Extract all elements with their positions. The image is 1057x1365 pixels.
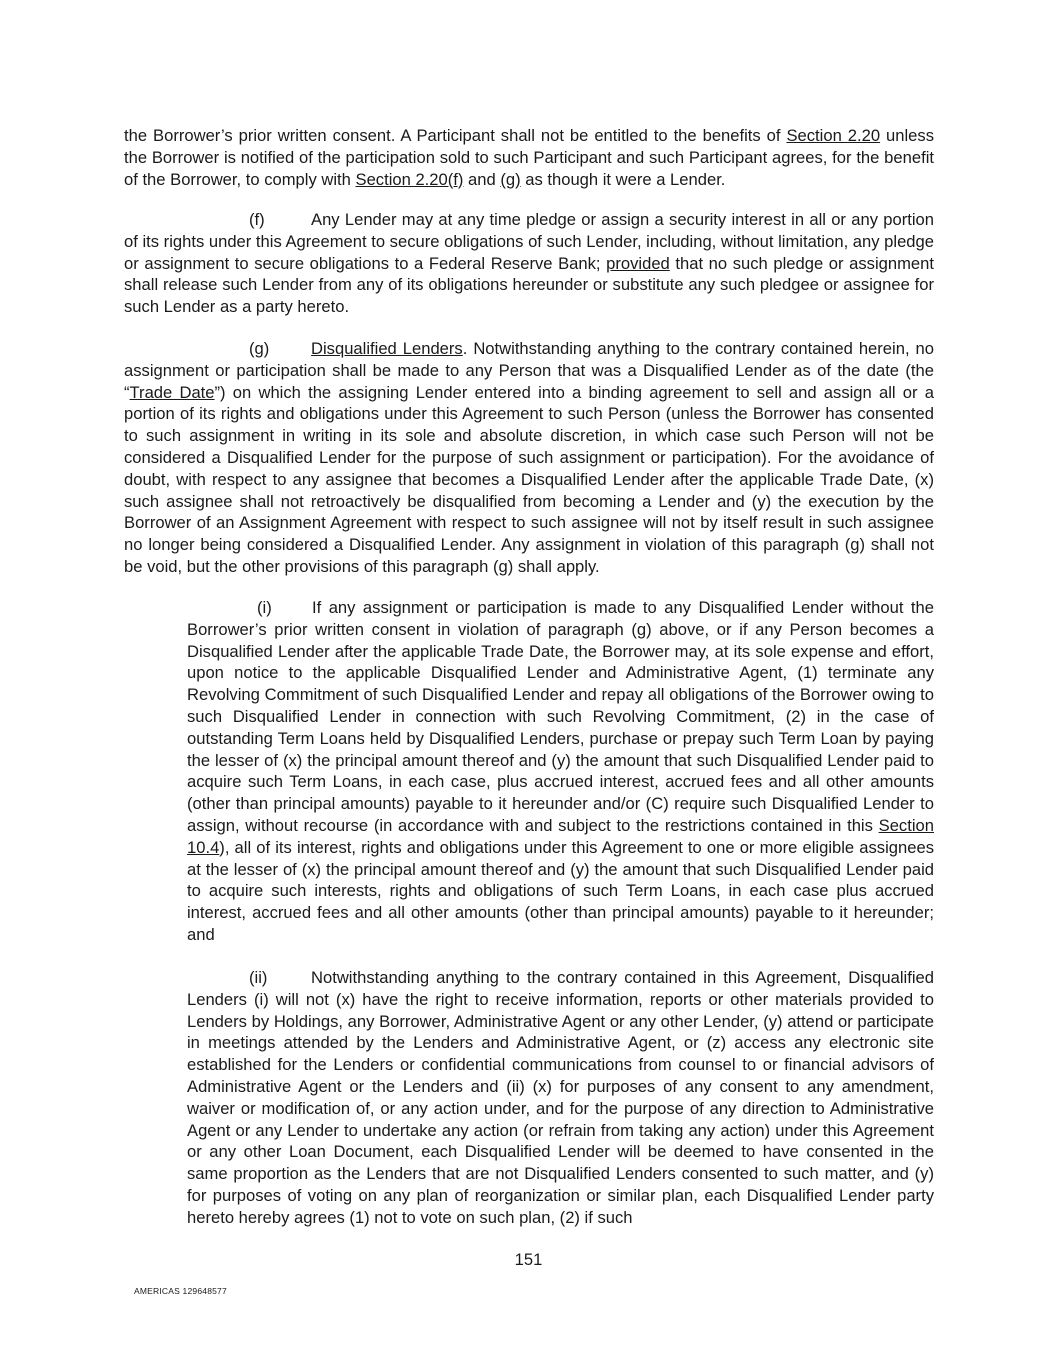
paragraph-g-text-a: . Notwithstanding anything to the contrary contained herein, no assignment or participation shall be made to any Person that was a Disqualified Lender as of the date (the “ bbox=[124, 339, 934, 402]
footer-document-id: AMERICAS 129648577 bbox=[134, 1286, 227, 1296]
paragraph-i bbox=[187, 597, 934, 946]
paragraph-f-text-b: that no such pledge or assignment shall release such Lender from any of its obligations hereunder or substitute any such pledgee or assignee for such Lender as a party hereto. bbox=[124, 253, 934, 317]
paragraph-top-text-d: as though it were a Lender. bbox=[520, 169, 726, 189]
page-number: 151 bbox=[514, 1250, 543, 1269]
paragraph-i-text-b: ), all of its interest, rights and obligations under this Agreement to one or more eligible assignees at the lesser of (x) the principal amount thereof and (y) the amount that such Disqualified Lender paid to acquire such interests, rights and obligations of such Term Loans, in each case plus accrued interest, accrued fees and all other amounts (other than principal amounts) payable to it hereunder; and bbox=[187, 837, 934, 944]
paragraph-i-text-a: If any assignment or participation is made to any Disqualified Lender without the Borrower’s prior written consent in violation of paragraph (g) above, or if any Person becomes a Disqualified Lender after the applicable Trade Date, the Borrower may, at its sole expense and effort, upon notice to the applicable Disqualified Lender and Administrative Agent, (1) terminate any Revolving Commitment of such Disqualified Lender and repay all obligations of the Borrower owing to such Disqualified Lender in connection with such Revolving Commitment, (2) in the case of outstanding Term Loans held by Disqualified Lenders, purchase or prepay such Term Loan by paying the lesser of (x) the principal amount thereof and (y) the amount that such Disqualified Lender paid to acquire such Term Loans, in each case, plus accrued interest, accrued fees and all other amounts (other than principal amounts) payable to it hereunder and/or (C) require such Disqualified Lender to assign, without recourse (in accordance with and subject to the restrictions contained in this bbox=[187, 598, 934, 835]
paragraph-ii-text-a: Notwithstanding anything to the contrary contained in this Agreement, Disqualified Lenders (i) will not (x) have the right to receive information, reports or other materials provided to Lenders by Holdings, any Borrower, Administrative Agent or any other Lender, (y) attend or participate in meetings attended by the Lenders and Administrative Agent, or (z) access any electronic site established for the Lenders or confidential communications from counsel to or financial advisors of Administrative Agent or the Lenders and (ii) (x) for purposes of any consent to any amendment, waiver or modification of, or any action under, and for the purpose of any direction to Administrative Agent or any Lender to undertake any action (or refrain from taking any action) under this Agreement or any other Loan Document, each Disqualified Lender will be deemed to have consented in the same proportion as the Lenders that are not Disqualified Lenders consented to such matter, and (y) for purposes of voting on any plan of reorganization or similar plan, each Disqualified Lender party hereto hereby agrees (1) not to vote on such plan, (2) if such bbox=[187, 968, 934, 1227]
paragraph-g bbox=[124, 338, 934, 578]
section-2-20f-reference: Section 2.20(f) bbox=[355, 169, 464, 189]
paragraph-ii-number: (ii) bbox=[249, 968, 268, 987]
paragraph-f bbox=[124, 209, 934, 318]
paragraph-ii bbox=[187, 967, 934, 1229]
subsection-g-reference: (g) bbox=[500, 169, 521, 189]
trade-date-term: Trade Date bbox=[129, 382, 215, 402]
provided-term: provided bbox=[606, 253, 670, 273]
paragraph-f-number: (f) bbox=[249, 210, 265, 229]
paragraph-g-number: (g) bbox=[249, 339, 270, 358]
paragraph-top-text-b: unless the Borrower is notified of the participation sold to such Participant and such Participant agrees, for the benefit of the Borrower, to comply with bbox=[124, 126, 934, 189]
paragraph-top-text-c: and bbox=[463, 169, 501, 189]
paragraph-f-text-a: Any Lender may at any time pledge or assign a security interest in all or any portion of its rights under this Agreement to secure obligations of such Lender, including, without limitation, any pledge or assignment to secure obligations to a Federal Reserve Bank; bbox=[124, 210, 934, 273]
paragraph-top-text-a: the Borrower’s prior written consent. A Participant shall not be entitled to the benefits of bbox=[124, 126, 787, 145]
paragraph-g-heading: Disqualified Lenders bbox=[311, 339, 463, 358]
paragraph-continuation bbox=[124, 125, 934, 190]
paragraph-g-text-b: ”) on which the assigning Lender entered into a binding agreement to sell and assign all or a portion of its rights and obligations under this Agreement to such Person (unless the Borrower has consented to such assignment in writing in its sole and absolute discretion, in which case such Person will not be considered a Disqualified Lender for the purpose of such assignment or participation). For the avoidance of doubt, with respect to any assignee that becomes a Disqualified Lender after the applicable Trade Date, (x) such assignee shall not retroactively be disqualified from becoming a Lender and (y) the execution by the Borrower of an Assignment Agreement with respect to such assignee will not by itself result in such assignee no longer being considered a Disqualified Lender. Any assignment in violation of this paragraph (g) shall not be void, but the other provisions of this paragraph (g) shall apply. bbox=[124, 382, 934, 576]
section-2-20-reference: Section 2.20 bbox=[786, 126, 881, 145]
section-10-4-reference: Section 10.4 bbox=[187, 815, 934, 857]
paragraph-i-number: (i) bbox=[257, 598, 272, 617]
